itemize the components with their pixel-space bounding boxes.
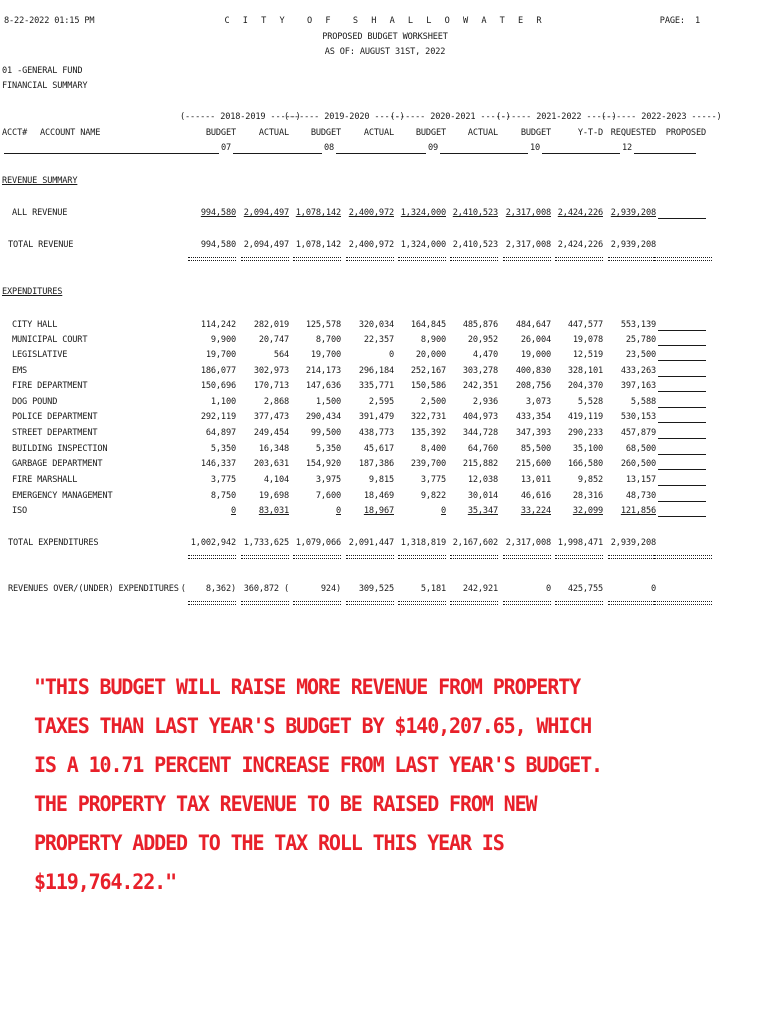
expenditures-section-title: EXPENDITURES <box>2 287 63 297</box>
table-cell: 19,700 <box>205 350 236 360</box>
double-rule <box>608 257 656 261</box>
table-cell: 20,952 <box>467 335 498 345</box>
table-cell: 35,347 <box>467 506 498 516</box>
table-cell: 296,184 <box>358 366 394 376</box>
table-cell: 397,163 <box>620 381 656 391</box>
table-cell: 20,000 <box>415 350 446 360</box>
table-cell: 347,393 <box>515 428 551 438</box>
table-cell: 553,139 <box>620 320 656 330</box>
header-underline <box>4 153 219 154</box>
table-cell: 2,091,447 <box>348 538 394 548</box>
table-cell: 45,617 <box>363 444 394 454</box>
table-cell: 564 <box>273 350 289 360</box>
column-number: 10 <box>530 143 541 153</box>
table-cell: 2,595 <box>368 397 394 407</box>
notice-line: "THIS BUDGET WILL RAISE MORE REVENUE FROM PROPERTY <box>34 675 581 700</box>
table-cell: 9,815 <box>368 475 394 485</box>
revenue-section-title: REVENUE SUMMARY <box>2 176 78 186</box>
table-cell: 5,181 <box>420 584 446 594</box>
table-cell: 2,939,208 <box>610 538 656 548</box>
table-cell: 16,348 <box>258 444 289 454</box>
double-rule <box>346 555 394 559</box>
blank-proposed-line <box>658 360 706 361</box>
table-cell: 2,424,226 <box>557 208 603 218</box>
blank-proposed-line <box>658 485 706 486</box>
table-cell: 150,586 <box>410 381 446 391</box>
column-header: BUDGET <box>310 128 341 138</box>
table-cell: 12,519 <box>572 350 603 360</box>
double-rule <box>450 601 498 605</box>
table-cell: 19,698 <box>258 491 289 501</box>
table-cell: 68,500 <box>625 444 656 454</box>
table-cell: 303,278 <box>462 366 498 376</box>
table-cell: 20,747 <box>258 335 289 345</box>
table-cell: 309,525 <box>358 584 394 594</box>
table-cell: 5,528 <box>577 397 603 407</box>
table-cell: 9,852 <box>577 475 603 485</box>
table-cell: 249,454 <box>253 428 289 438</box>
table-cell: 484,647 <box>515 320 551 330</box>
table-cell: 290,233 <box>567 428 603 438</box>
row-label: MUNICIPAL COURT <box>12 335 88 345</box>
table-cell: 26,004 <box>520 335 551 345</box>
table-cell: 22,357 <box>363 335 394 345</box>
table-cell: 166,580 <box>567 459 603 469</box>
table-cell: 19,078 <box>572 335 603 345</box>
table-cell: 404,973 <box>462 412 498 422</box>
table-cell: 1,500 <box>315 397 341 407</box>
table-cell: 320,034 <box>358 320 394 330</box>
double-rule <box>555 555 603 559</box>
table-cell: 1,078,142 <box>295 208 341 218</box>
table-cell: 187,386 <box>358 459 394 469</box>
double-rule <box>188 601 236 605</box>
blank-proposed-line <box>658 422 706 423</box>
double-rule <box>293 257 341 261</box>
table-cell: 3,775 <box>420 475 446 485</box>
table-cell: 35,100 <box>572 444 603 454</box>
table-cell: 3,975 <box>315 475 341 485</box>
blank-proposed-line <box>658 454 706 455</box>
table-cell: 433,354 <box>515 412 551 422</box>
table-cell: 433,263 <box>620 366 656 376</box>
table-cell: 2,317,008 <box>505 538 551 548</box>
table-cell: 400,830 <box>515 366 551 376</box>
row-label: CITY HALL <box>12 320 58 330</box>
header-underline <box>233 153 322 154</box>
header-underline <box>336 153 426 154</box>
table-cell: 1,733,625 <box>243 538 289 548</box>
table-cell: 2,868 <box>263 397 289 407</box>
column-number: 12 <box>622 143 633 153</box>
table-cell: 114,242 <box>200 320 236 330</box>
table-cell: 0 <box>545 584 551 594</box>
row-label: TOTAL REVENUE <box>8 240 74 250</box>
table-cell: 2,094,497 <box>243 240 289 250</box>
table-cell: 9,900 <box>210 335 236 345</box>
blank-proposed-line <box>658 469 706 470</box>
table-cell: 2,410,523 <box>452 208 498 218</box>
double-rule <box>188 257 236 261</box>
row-label: TOTAL EXPENDITURES <box>8 538 99 548</box>
table-cell: 0 <box>650 584 656 594</box>
notice-line: THE PROPERTY TAX REVENUE TO BE RAISED FROM NEW <box>34 792 537 817</box>
column-header: PROPOSED <box>665 128 706 138</box>
table-cell: 214,173 <box>305 366 341 376</box>
table-cell: 0 <box>388 350 394 360</box>
report-title: C I T Y O F S H A L L O W A T E R <box>224 16 546 26</box>
notice-line: TAXES THAN LAST YEAR'S BUDGET BY $140,207.65, WHICH <box>34 714 592 739</box>
report-subtitle: PROPOSED BUDGET WORKSHEET <box>322 32 448 42</box>
table-cell: 0 <box>335 506 341 516</box>
table-cell: 19,700 <box>310 350 341 360</box>
table-cell: 33,224 <box>520 506 551 516</box>
double-rule <box>654 257 712 261</box>
table-cell: 125,578 <box>305 320 341 330</box>
table-cell: 147,636 <box>305 381 341 391</box>
double-rule <box>293 601 341 605</box>
double-rule <box>398 257 446 261</box>
table-cell: 135,392 <box>410 428 446 438</box>
column-header: BUDGET <box>520 128 551 138</box>
column-header: ACTUAL <box>258 128 289 138</box>
column-number: 09 <box>428 143 439 153</box>
table-cell: 344,728 <box>462 428 498 438</box>
table-cell: 164,845 <box>410 320 446 330</box>
table-cell: 438,773 <box>358 428 394 438</box>
table-cell: 4,104 <box>263 475 289 485</box>
table-cell: 48,730 <box>625 491 656 501</box>
row-label: REVENUES OVER/(UNDER) EXPENDITURES <box>8 584 179 594</box>
page-number: PAGE: 1 <box>659 16 700 26</box>
table-cell: 447,577 <box>567 320 603 330</box>
table-cell: 335,771 <box>358 381 394 391</box>
table-cell: 8,900 <box>420 335 446 345</box>
report-timestamp: 8-22-2022 01:15 PM <box>4 16 95 26</box>
double-rule <box>450 555 498 559</box>
header-underline <box>542 153 620 154</box>
table-cell: 85,500 <box>520 444 551 454</box>
column-header: BUDGET <box>205 128 236 138</box>
table-cell: 530,153 <box>620 412 656 422</box>
table-cell: 3,775 <box>210 475 236 485</box>
table-cell: 7,600 <box>315 491 341 501</box>
row-label: ISO <box>12 506 28 516</box>
table-cell: 239,700 <box>410 459 446 469</box>
table-cell: 1,324,000 <box>400 208 446 218</box>
table-cell: 204,370 <box>567 381 603 391</box>
table-cell: 425,755 <box>567 584 603 594</box>
table-cell: 19,000 <box>520 350 551 360</box>
double-rule <box>503 555 551 559</box>
table-cell: 8,750 <box>210 491 236 501</box>
double-rule <box>398 555 446 559</box>
table-cell: 2,317,008 <box>505 240 551 250</box>
column-number: 07 <box>221 143 232 153</box>
table-cell: 121,856 <box>620 506 656 516</box>
blank-proposed-line <box>658 376 706 377</box>
table-cell: 2,500 <box>420 397 446 407</box>
year-group-header: (------ 2022-2023 -----) <box>601 112 722 122</box>
table-cell: 1,078,142 <box>295 240 341 250</box>
table-cell: 18,967 <box>363 506 394 516</box>
table-cell: 28,316 <box>572 491 603 501</box>
fund-summary-label: FINANCIAL SUMMARY <box>2 81 88 91</box>
row-label: FIRE DEPARTMENT <box>12 381 88 391</box>
double-rule <box>241 257 289 261</box>
column-header: Y-T-D <box>577 128 603 138</box>
double-rule <box>188 555 236 559</box>
table-cell: 457,879 <box>620 428 656 438</box>
double-rule <box>450 257 498 261</box>
blank-proposed-line <box>658 516 706 517</box>
table-cell: 2,424,226 <box>557 240 603 250</box>
notice-line: IS A 10.71 PERCENT INCREASE FROM LAST YEAR'S BUDGET. <box>34 753 602 778</box>
blank-proposed-line <box>658 438 706 439</box>
table-cell: 203,631 <box>253 459 289 469</box>
table-cell: 46,616 <box>520 491 551 501</box>
table-cell: 2,400,972 <box>348 208 394 218</box>
table-cell: 30,014 <box>467 491 498 501</box>
double-rule <box>608 555 656 559</box>
column-header: REQUESTED <box>610 128 656 138</box>
year-group-header: (------ 2018-2019 -----) <box>180 112 301 122</box>
table-cell: 3,073 <box>525 397 551 407</box>
double-rule <box>346 257 394 261</box>
table-cell: 83,031 <box>258 506 289 516</box>
table-cell: 12,038 <box>467 475 498 485</box>
table-cell: 292,119 <box>200 412 236 422</box>
table-cell: 5,588 <box>630 397 656 407</box>
table-cell: 0 <box>440 506 446 516</box>
table-cell: 18,469 <box>363 491 394 501</box>
table-cell: 8,700 <box>315 335 341 345</box>
table-cell: 924) <box>320 584 341 594</box>
tax-increase-notice <box>34 668 704 902</box>
row-label: POLICE DEPARTMENT <box>12 412 98 422</box>
header-underline <box>440 153 528 154</box>
table-cell: 360,872 ( <box>243 584 289 594</box>
table-cell: 208,756 <box>515 381 551 391</box>
year-group-header: (------ 2021-2022 -----) <box>496 112 617 122</box>
notice-line: $119,764.22." <box>34 870 176 895</box>
table-cell: 13,011 <box>520 475 551 485</box>
account-name-column-header: ACCOUNT NAME <box>40 128 101 138</box>
table-cell: 23,500 <box>625 350 656 360</box>
table-cell: 9,822 <box>420 491 446 501</box>
table-cell: 99,500 <box>310 428 341 438</box>
row-label: DOG POUND <box>12 397 58 407</box>
table-cell: 419,119 <box>567 412 603 422</box>
table-cell: 215,882 <box>462 459 498 469</box>
row-label: BUILDING INSPECTION <box>12 444 108 454</box>
table-cell: 485,876 <box>462 320 498 330</box>
table-cell: 64,897 <box>205 428 236 438</box>
table-cell: 32,099 <box>572 506 603 516</box>
table-cell: 25,780 <box>625 335 656 345</box>
table-cell: 4,470 <box>472 350 498 360</box>
table-cell: 2,400,972 <box>348 240 394 250</box>
report-as-of: AS OF: AUGUST 31ST, 2022 <box>324 47 446 57</box>
year-group-header: (------ 2019-2020 -----) <box>284 112 405 122</box>
row-label: STREET DEPARTMENT <box>12 428 98 438</box>
table-cell: 1,079,066 <box>295 538 341 548</box>
table-cell: 1,318,819 <box>400 538 446 548</box>
year-group-header: (------ 2020-2021 -----) <box>390 112 511 122</box>
column-header: ACTUAL <box>363 128 394 138</box>
table-cell: 1,100 <box>210 397 236 407</box>
double-rule <box>346 601 394 605</box>
table-cell: 64,760 <box>467 444 498 454</box>
table-cell: 154,920 <box>305 459 341 469</box>
table-cell: 2,317,008 <box>505 208 551 218</box>
blank-proposed-line <box>658 345 706 346</box>
table-cell: 150,696 <box>200 381 236 391</box>
table-cell: 1,998,471 <box>557 538 603 548</box>
double-rule <box>503 601 551 605</box>
table-cell: 242,921 <box>462 584 498 594</box>
table-cell: 146,337 <box>200 459 236 469</box>
blank-proposed-line <box>658 330 706 331</box>
double-rule <box>555 257 603 261</box>
table-cell: 8,400 <box>420 444 446 454</box>
table-cell: 2,410,523 <box>452 240 498 250</box>
table-cell: 2,939,208 <box>610 240 656 250</box>
header-underline <box>634 153 696 154</box>
table-cell: 186,077 <box>200 366 236 376</box>
table-cell: 5,350 <box>315 444 341 454</box>
column-header: ACTUAL <box>467 128 498 138</box>
table-cell: 2,167,602 <box>452 538 498 548</box>
table-cell: 1,002,942 <box>190 538 236 548</box>
table-cell: 328,101 <box>567 366 603 376</box>
table-cell: 2,939,208 <box>610 208 656 218</box>
double-rule <box>654 601 712 605</box>
row-label: EMS <box>12 366 28 376</box>
acct-column-header: ACCT# <box>2 128 28 138</box>
table-cell: 5,350 <box>210 444 236 454</box>
double-rule <box>608 601 656 605</box>
row-label: LEGISLATIVE <box>12 350 68 360</box>
notice-line: PROPERTY ADDED TO THE TAX ROLL THIS YEAR IS <box>34 831 504 856</box>
fund-name: 01 -GENERAL FUND <box>2 66 83 76</box>
blank-proposed-line <box>658 391 706 392</box>
double-rule <box>398 601 446 605</box>
table-cell: 282,019 <box>253 320 289 330</box>
blank-proposed-line <box>658 501 706 502</box>
double-rule <box>555 601 603 605</box>
table-cell: 2,094,497 <box>243 208 289 218</box>
table-cell: 302,973 <box>253 366 289 376</box>
table-cell: 994,580 <box>200 208 236 218</box>
table-cell: 215,600 <box>515 459 551 469</box>
row-label: GARBAGE DEPARTMENT <box>12 459 103 469</box>
blank-proposed-line <box>658 218 706 219</box>
table-cell: 13,157 <box>625 475 656 485</box>
double-rule <box>503 257 551 261</box>
double-rule <box>241 555 289 559</box>
table-cell: 994,580 <box>200 240 236 250</box>
table-cell: 377,473 <box>253 412 289 422</box>
table-cell: 260,500 <box>620 459 656 469</box>
table-cell: 242,351 <box>462 381 498 391</box>
double-rule <box>654 555 712 559</box>
table-cell: 391,479 <box>358 412 394 422</box>
table-cell: 0 <box>230 506 236 516</box>
blank-proposed-line <box>658 407 706 408</box>
column-header: BUDGET <box>415 128 446 138</box>
table-cell: 290,434 <box>305 412 341 422</box>
double-rule <box>241 601 289 605</box>
table-cell: 1,324,000 <box>400 240 446 250</box>
table-cell: 170,713 <box>253 381 289 391</box>
row-label: EMERGENCY MANAGEMENT <box>12 491 113 501</box>
column-number: 08 <box>324 143 335 153</box>
table-cell: ( 8,362) <box>180 584 236 594</box>
table-cell: 322,731 <box>410 412 446 422</box>
double-rule <box>293 555 341 559</box>
row-label: FIRE MARSHALL <box>12 475 78 485</box>
table-cell: 252,167 <box>410 366 446 376</box>
table-cell: 2,936 <box>472 397 498 407</box>
row-label: ALL REVENUE <box>12 208 68 218</box>
